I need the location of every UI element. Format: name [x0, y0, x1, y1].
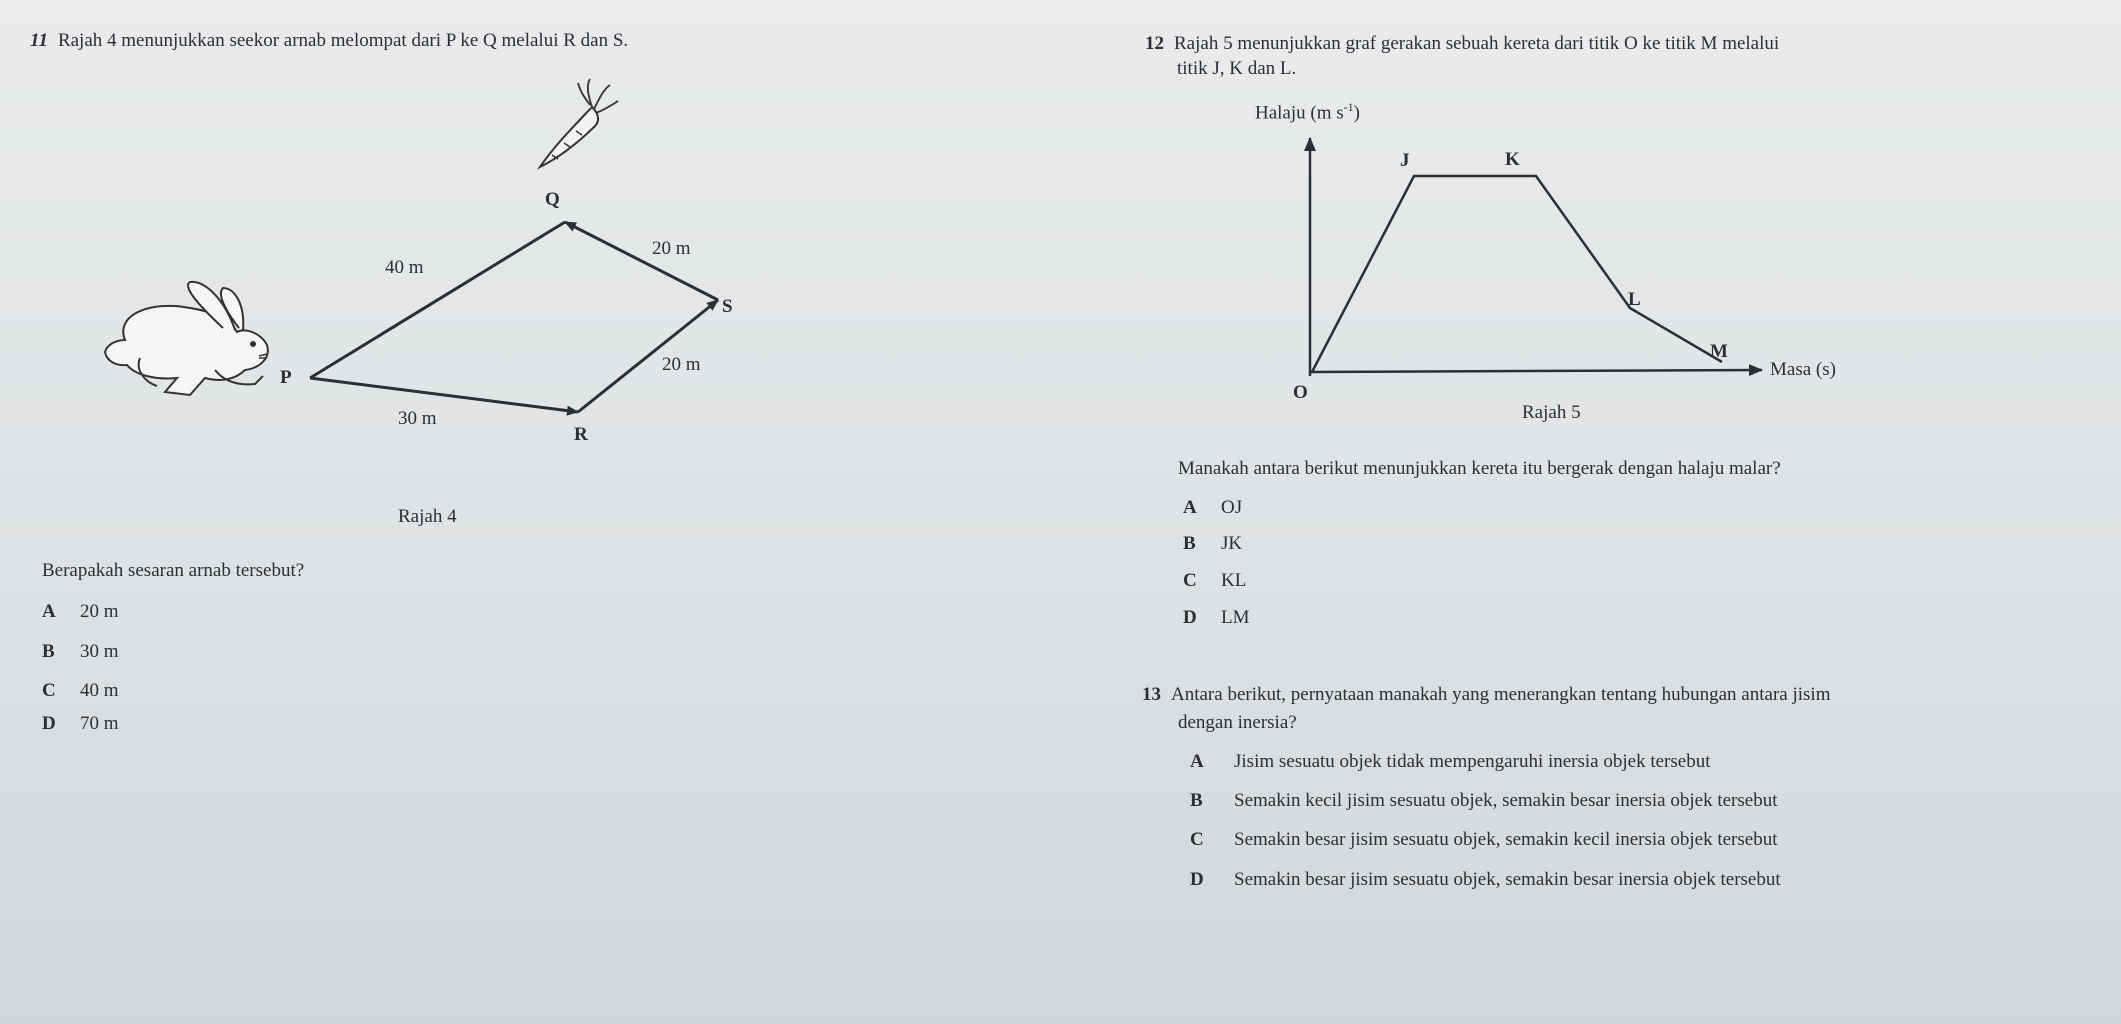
- ylabel-close: ): [1353, 102, 1360, 124]
- option-letter: A: [1183, 497, 1197, 518]
- q12-stem-line2: titik J, K dan L.: [1177, 58, 1297, 79]
- point-r-label: R: [574, 424, 588, 445]
- point-j-label: J: [1400, 150, 1410, 171]
- q12-option-d[interactable]: [1183, 607, 1250, 630]
- q11-question: Berapakah sesaran arnab tersebut?: [42, 560, 305, 581]
- option-text: 30 m: [80, 641, 119, 662]
- q12-stem-text: Rajah 5 menunjukkan graf gerakan sebuah kereta dari titik O ke titik M melalui: [1174, 33, 1780, 54]
- q12-caption: Rajah 5: [1522, 402, 1581, 423]
- option-text: Jisim sesuatu objek tidak mempengaruhi inersia objek tersebut: [1234, 751, 1711, 772]
- q11-option-d[interactable]: [42, 713, 119, 736]
- option-letter: A: [1190, 751, 1204, 772]
- option-text: 70 m: [80, 713, 119, 734]
- q11-option-c[interactable]: [42, 680, 119, 703]
- q13-option-d[interactable]: [1190, 869, 1781, 892]
- q11-option-b[interactable]: [42, 641, 119, 664]
- ylabel-superscript: -1: [1343, 100, 1354, 114]
- x-axis-label: Masa (s): [1770, 359, 1836, 380]
- q13-option-b[interactable]: [1190, 790, 1777, 813]
- point-p-label: P: [280, 367, 292, 388]
- q12-option-c[interactable]: [1183, 570, 1246, 593]
- x-axis: [1310, 370, 1762, 372]
- option-letter: C: [42, 680, 56, 701]
- q12-option-a[interactable]: [1183, 497, 1242, 520]
- q13-stem-text: Antara berikut, pernyataan manakah yang menerangkan tentang hubungan antara jisim: [1171, 684, 1831, 705]
- option-letter: D: [1183, 607, 1197, 628]
- option-text: 20 m: [80, 601, 119, 622]
- q11-stem-text: Rajah 4 menunjukkan seekor arnab melompat dari P ke Q melalui R dan S.: [57, 30, 629, 51]
- point-m-label: M: [1710, 341, 1728, 362]
- point-l-label: L: [1628, 289, 1641, 310]
- option-text: Semakin besar jisim sesuatu objek, semakin besar inersia objek tersebut: [1234, 869, 1781, 890]
- option-text: OJ: [1221, 497, 1243, 518]
- option-letter: B: [42, 641, 55, 662]
- q11-caption: Rajah 4: [398, 506, 457, 527]
- q12-question: Manakah antara berikut menunjukkan kereta itu bergerak dengan halaju malar?: [1178, 458, 1781, 479]
- q13-option-c[interactable]: [1190, 829, 1777, 852]
- motion-path: [1312, 176, 1722, 372]
- length-pr-label: 30 m: [398, 408, 437, 429]
- q12-number: 12: [1145, 33, 1164, 54]
- option-letter: D: [42, 713, 56, 734]
- option-letter: D: [1190, 869, 1204, 890]
- q12-velocity-time-graph: [0, 0, 2121, 460]
- option-text: JK: [1221, 533, 1243, 554]
- option-letter: C: [1183, 570, 1197, 591]
- q13-stem-line2: dengan inersia?: [1178, 712, 1297, 733]
- q12-option-b[interactable]: [1183, 533, 1242, 556]
- q13-option-a[interactable]: [1190, 751, 1710, 774]
- q11-number: 11: [30, 30, 48, 51]
- q13-number: 13: [1142, 684, 1161, 705]
- option-text: 40 m: [80, 680, 119, 701]
- point-s-label: S: [722, 296, 733, 317]
- option-letter: B: [1190, 790, 1203, 811]
- option-letter: B: [1183, 533, 1196, 554]
- point-q-label: Q: [545, 189, 560, 210]
- option-letter: C: [1190, 829, 1204, 850]
- point-k-label: K: [1505, 149, 1520, 170]
- option-text: KL: [1221, 570, 1247, 591]
- length-qs-label: 20 m: [652, 238, 691, 259]
- option-letter: A: [42, 601, 56, 622]
- length-pq-label: 40 m: [385, 257, 424, 278]
- option-text: Semakin besar jisim sesuatu objek, semakin kecil inersia objek tersebut: [1234, 829, 1778, 850]
- option-text: Semakin kecil jisim sesuatu objek, semakin besar inersia objek tersebut: [1234, 790, 1778, 811]
- length-sr-label: 20 m: [662, 354, 701, 375]
- q11-option-a[interactable]: [42, 601, 119, 624]
- option-text: LM: [1221, 607, 1250, 628]
- ylabel-text: Halaju (m s: [1255, 102, 1344, 124]
- q13-stem-line1: [1142, 684, 1830, 707]
- point-o-label: O: [1293, 382, 1308, 403]
